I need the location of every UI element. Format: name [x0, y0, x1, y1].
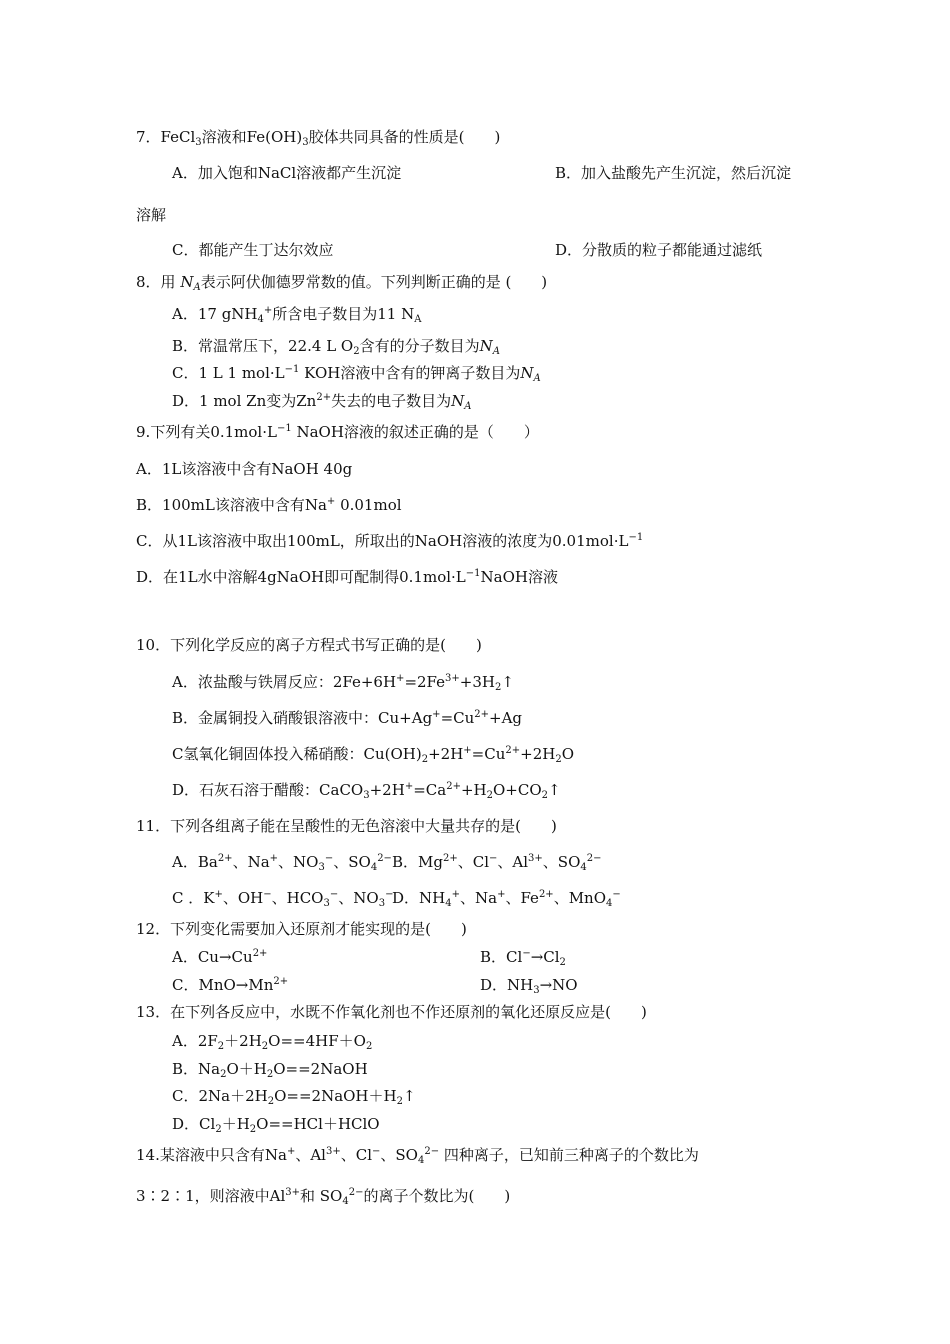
- text: =Ca: [413, 781, 447, 799]
- superscript: 2−: [377, 853, 392, 864]
- question-9-option-b: [136, 495, 402, 515]
- text: FeCl: [160, 128, 196, 146]
- superscript: −1: [284, 364, 300, 375]
- question-12-option-a: [172, 947, 267, 967]
- question-9-option-d: [136, 567, 558, 587]
- superscript: 2+: [217, 853, 233, 864]
- text: B．金属铜投入硝酸银溶液中：Cu+Ag: [172, 709, 433, 727]
- question-8-option-b: [172, 336, 500, 356]
- question-10-option-b: [172, 708, 522, 728]
- text: 、HCO: [271, 889, 324, 907]
- question-13-option-a: [172, 1031, 372, 1051]
- text: →NO: [539, 976, 578, 994]
- text: O+CO: [492, 781, 542, 799]
- subscript: 2: [555, 754, 562, 765]
- text: =2Fe: [404, 673, 446, 691]
- question-13-stem: [136, 1002, 647, 1022]
- question-13-option-b: [172, 1059, 368, 1079]
- superscript: 2+: [505, 745, 521, 756]
- superscript: +: [463, 745, 472, 756]
- question-9-option-a: A．1L该溶液中含有NaOH 40g: [136, 460, 353, 478]
- subscript: 3: [363, 790, 370, 801]
- subscript: A: [414, 314, 422, 325]
- text: O: [561, 745, 575, 763]
- text: 含有的分子数目为: [359, 337, 480, 355]
- text: ↑: [548, 781, 561, 799]
- superscript: 2+: [446, 781, 461, 792]
- question-13-option-c: [172, 1086, 416, 1106]
- subscript: 4: [342, 1196, 349, 1207]
- subscript: 4: [580, 862, 587, 873]
- subscript: 3: [195, 137, 202, 148]
- subscript: A: [464, 401, 472, 412]
- superscript: 2−: [424, 1146, 440, 1157]
- text: C．从1L该溶液中取出100mL，所取出的NaOH溶液的浓度为0.01mol·L: [136, 532, 629, 550]
- text: D．1 mol Zn变为Zn: [172, 392, 317, 410]
- text: 某溶液中只含有Na: [159, 1146, 287, 1164]
- text: O==2NaOH: [273, 1060, 368, 1078]
- superscript: 2−: [348, 1187, 364, 1198]
- subscript: 2: [266, 1069, 274, 1080]
- text: 、Fe: [505, 889, 539, 907]
- question-10-stem: [136, 635, 482, 655]
- text: O==2NaOH＋H: [274, 1087, 397, 1105]
- superscript: 3+: [528, 853, 543, 864]
- question-11-option-b: [392, 852, 602, 872]
- question-12-option-b: [480, 947, 566, 967]
- text: 失去的电子数目为: [331, 392, 452, 410]
- superscript: 3+: [325, 1146, 341, 1157]
- question-number: 8．: [136, 273, 161, 291]
- text: 下列变化需要加入还原剂才能实现的是( ): [170, 920, 467, 938]
- text: 的离子个数比为( ): [363, 1187, 511, 1205]
- text: 、OH: [222, 889, 264, 907]
- question-12-option-d: [480, 975, 578, 995]
- question-14-stem: [136, 1145, 699, 1165]
- text: 下列有关0.1mol·L: [150, 423, 277, 441]
- text: C．2Na＋2H: [172, 1087, 268, 1105]
- subscript: 3: [323, 898, 330, 909]
- text: +Ag: [489, 709, 523, 727]
- superscript: 2+: [442, 853, 458, 864]
- question-9-stem: [136, 422, 539, 442]
- subscript: A: [193, 282, 201, 293]
- text: ↑: [501, 673, 514, 691]
- text: 、SO: [333, 853, 371, 871]
- subscript: 2: [365, 1041, 373, 1052]
- text: N: [520, 364, 534, 382]
- subscript: 4: [606, 898, 613, 909]
- text: 胶体共同具备的性质是( ): [308, 128, 501, 146]
- question-10-option-d: [172, 780, 561, 800]
- text: D．NH: [392, 889, 446, 907]
- subscript: 3: [533, 985, 540, 996]
- subscript: 2: [421, 754, 429, 765]
- text: D．石灰石溶于醋酸：CaCO: [172, 781, 364, 799]
- subscript: 4: [257, 314, 264, 325]
- question-number: 13．: [136, 1003, 171, 1021]
- text: 、Na: [460, 889, 498, 907]
- text: B．Mg: [392, 853, 443, 871]
- text: O＋H: [226, 1060, 267, 1078]
- question-7-option-a: A．加入饱和NaCl溶液都产生沉淀: [172, 164, 402, 182]
- superscript: +: [404, 781, 414, 792]
- text: 、NO: [338, 889, 379, 907]
- text: N: [180, 273, 194, 291]
- question-8-option-c: [172, 363, 541, 383]
- text: O==4HF＋O: [268, 1032, 366, 1050]
- question-11-option-c: [172, 888, 393, 908]
- text: 、Cl: [340, 1146, 372, 1164]
- question-8-option-a: [172, 304, 421, 324]
- superscript: 2+: [316, 392, 332, 403]
- superscript: −: [489, 853, 498, 864]
- text: NaOH溶液: [480, 568, 558, 586]
- subscript: 2: [249, 1124, 257, 1135]
- text: 下列化学反应的离子方程式书写正确的是( ): [170, 636, 482, 654]
- text: 、Na: [232, 853, 270, 871]
- superscript: −: [263, 889, 272, 900]
- superscript: −: [385, 889, 394, 900]
- text: 、Al: [497, 853, 529, 871]
- superscript: −: [329, 889, 339, 900]
- text: 在下列各反应中，水既不作氧化剂也不作还原剂的氧化还原反应是( ): [170, 1003, 647, 1021]
- text: B．100mL该溶液中含有Na: [136, 496, 327, 514]
- text: 、Al: [295, 1146, 326, 1164]
- superscript: 2+: [474, 709, 490, 720]
- superscript: +: [326, 496, 336, 507]
- subscript: 3: [318, 862, 325, 873]
- superscript: 2+: [273, 976, 289, 987]
- question-8-option-d: [172, 391, 471, 411]
- text: C．1 L 1 mol·L: [172, 364, 285, 382]
- text: 下列各组离子能在呈酸性的无色溶滚中大量共存的是( ): [170, 817, 557, 835]
- text: 、NO: [278, 853, 319, 871]
- text: A．17 gNH: [172, 305, 258, 323]
- superscript: 3+: [285, 1187, 301, 1198]
- subscript: 2: [486, 790, 493, 801]
- text: 表示阿伏伽德罗常数的值。下列判断正确的是 ( ): [200, 273, 548, 291]
- subscript: 2: [396, 1096, 403, 1107]
- question-10-option-a: [172, 672, 514, 692]
- text: +3H: [459, 673, 495, 691]
- text: 、SO: [542, 853, 581, 871]
- superscript: +: [286, 1146, 296, 1157]
- text: +2H: [369, 781, 405, 799]
- text: B．常温常压下，22.4 L O: [172, 337, 354, 355]
- superscript: 2+: [252, 948, 268, 959]
- text: A．Cu→Cu: [172, 948, 253, 966]
- superscript: −: [372, 1146, 381, 1157]
- text: O==HCl＋HClO: [256, 1115, 380, 1133]
- question-9-option-c: [136, 531, 643, 551]
- question-7-option-c: C．都能产生丁达尔效应: [172, 241, 334, 259]
- superscript: +: [396, 673, 405, 684]
- subscript: 2: [217, 1041, 225, 1052]
- text: =Cu: [440, 709, 475, 727]
- text: 和 SO: [300, 1187, 343, 1205]
- subscript: 3: [302, 137, 309, 148]
- text: 0.01mol: [335, 496, 402, 514]
- text: =Cu: [471, 745, 506, 763]
- text: 、MnO: [553, 889, 607, 907]
- question-7-option-b: B．加入盐酸先产生沉淀，然后沉淀: [555, 164, 792, 182]
- subscript: 2: [541, 790, 548, 801]
- subscript: 2: [261, 1041, 269, 1052]
- question-11-option-a: [172, 852, 392, 872]
- subscript: 2: [220, 1069, 227, 1080]
- text: 溶液和Fe(OH): [201, 128, 303, 146]
- superscript: −1: [465, 568, 481, 579]
- subscript: 2: [215, 1124, 222, 1135]
- text: 用: [160, 273, 181, 291]
- subscript: 2: [353, 346, 360, 357]
- text: ↑: [402, 1087, 416, 1105]
- superscript: −: [324, 853, 334, 864]
- subscript: 4: [417, 1155, 425, 1166]
- text: 、Cl: [457, 853, 490, 871]
- question-7-stem: [136, 127, 500, 147]
- text: A．Ba: [172, 853, 218, 871]
- question-12-option-c: [172, 975, 288, 995]
- text: ＋H: [221, 1115, 250, 1133]
- text: +2H: [520, 745, 556, 763]
- text: N: [479, 337, 493, 355]
- superscript: 3+: [445, 673, 460, 684]
- question-number: 9.: [136, 423, 151, 441]
- superscript: +: [269, 853, 279, 864]
- question-11-stem: [136, 816, 557, 836]
- text: N: [451, 392, 465, 410]
- subscript: 4: [445, 898, 452, 909]
- subscript: 4: [370, 862, 378, 873]
- question-number: 10．: [136, 636, 171, 654]
- superscript: +: [497, 889, 506, 900]
- text: 、SO: [380, 1146, 418, 1164]
- subscript: A: [492, 346, 500, 357]
- superscript: −1: [628, 532, 644, 543]
- question-10-option-c: [172, 744, 574, 764]
- question-12-stem: [136, 919, 467, 939]
- subscript: A: [533, 373, 541, 384]
- text: C氢氧化铜固体投入稀硝酸：Cu(OH): [172, 745, 422, 763]
- superscript: +: [451, 889, 460, 900]
- text: 所含电子数目为11 N: [272, 305, 415, 323]
- superscript: +: [263, 305, 273, 316]
- subscript: 2: [267, 1096, 275, 1107]
- text: B．Na: [172, 1060, 221, 1078]
- text: 3∶2∶1，则溶液中Al: [136, 1187, 286, 1205]
- question-number: 14.: [136, 1146, 160, 1164]
- superscript: 2+: [538, 889, 554, 900]
- superscript: −: [522, 948, 531, 959]
- superscript: +: [432, 709, 441, 720]
- text: +H: [460, 781, 487, 799]
- superscript: −1: [276, 423, 292, 434]
- question-7-option-b-continued: 溶解: [136, 206, 167, 224]
- question-14-stem-continued: [136, 1186, 510, 1206]
- subscript: 2: [559, 957, 566, 968]
- text: C．MnO→Mn: [172, 976, 274, 994]
- subscript: 3: [378, 898, 386, 909]
- question-number: 7．: [136, 128, 161, 146]
- superscript: 2−: [586, 853, 602, 864]
- text: +2H: [428, 745, 464, 763]
- question-7-option-d: D．分散质的粒子都能通过滤纸: [555, 241, 763, 259]
- question-13-option-d: [172, 1114, 380, 1134]
- text: D．NH: [480, 976, 534, 994]
- superscript: −: [612, 889, 621, 900]
- text: D．在1L水中溶解4gNaOH即可配制得0.1mol·L: [136, 568, 466, 586]
- text: →Cl: [530, 948, 560, 966]
- text: D．Cl: [172, 1115, 216, 1133]
- text: A．浓盐酸与铁屑反应：2Fe+6H: [172, 673, 397, 691]
- text: A．2F: [172, 1032, 218, 1050]
- question-number: 12．: [136, 920, 171, 938]
- text: C ．K: [172, 889, 215, 907]
- superscript: +: [214, 889, 223, 900]
- text: NaOH溶液的叙述正确的是（ ）: [291, 423, 539, 441]
- text: B．Cl: [480, 948, 523, 966]
- text: 四种离子，已知前三种离子的个数比为: [439, 1146, 699, 1164]
- text: ＋2H: [224, 1032, 262, 1050]
- question-11-option-d: [392, 888, 621, 908]
- question-8-stem: [136, 272, 547, 292]
- subscript: 2: [494, 682, 502, 693]
- text: KOH溶液中含有的钾离子数目为: [299, 364, 521, 382]
- question-number: 11．: [136, 817, 171, 835]
